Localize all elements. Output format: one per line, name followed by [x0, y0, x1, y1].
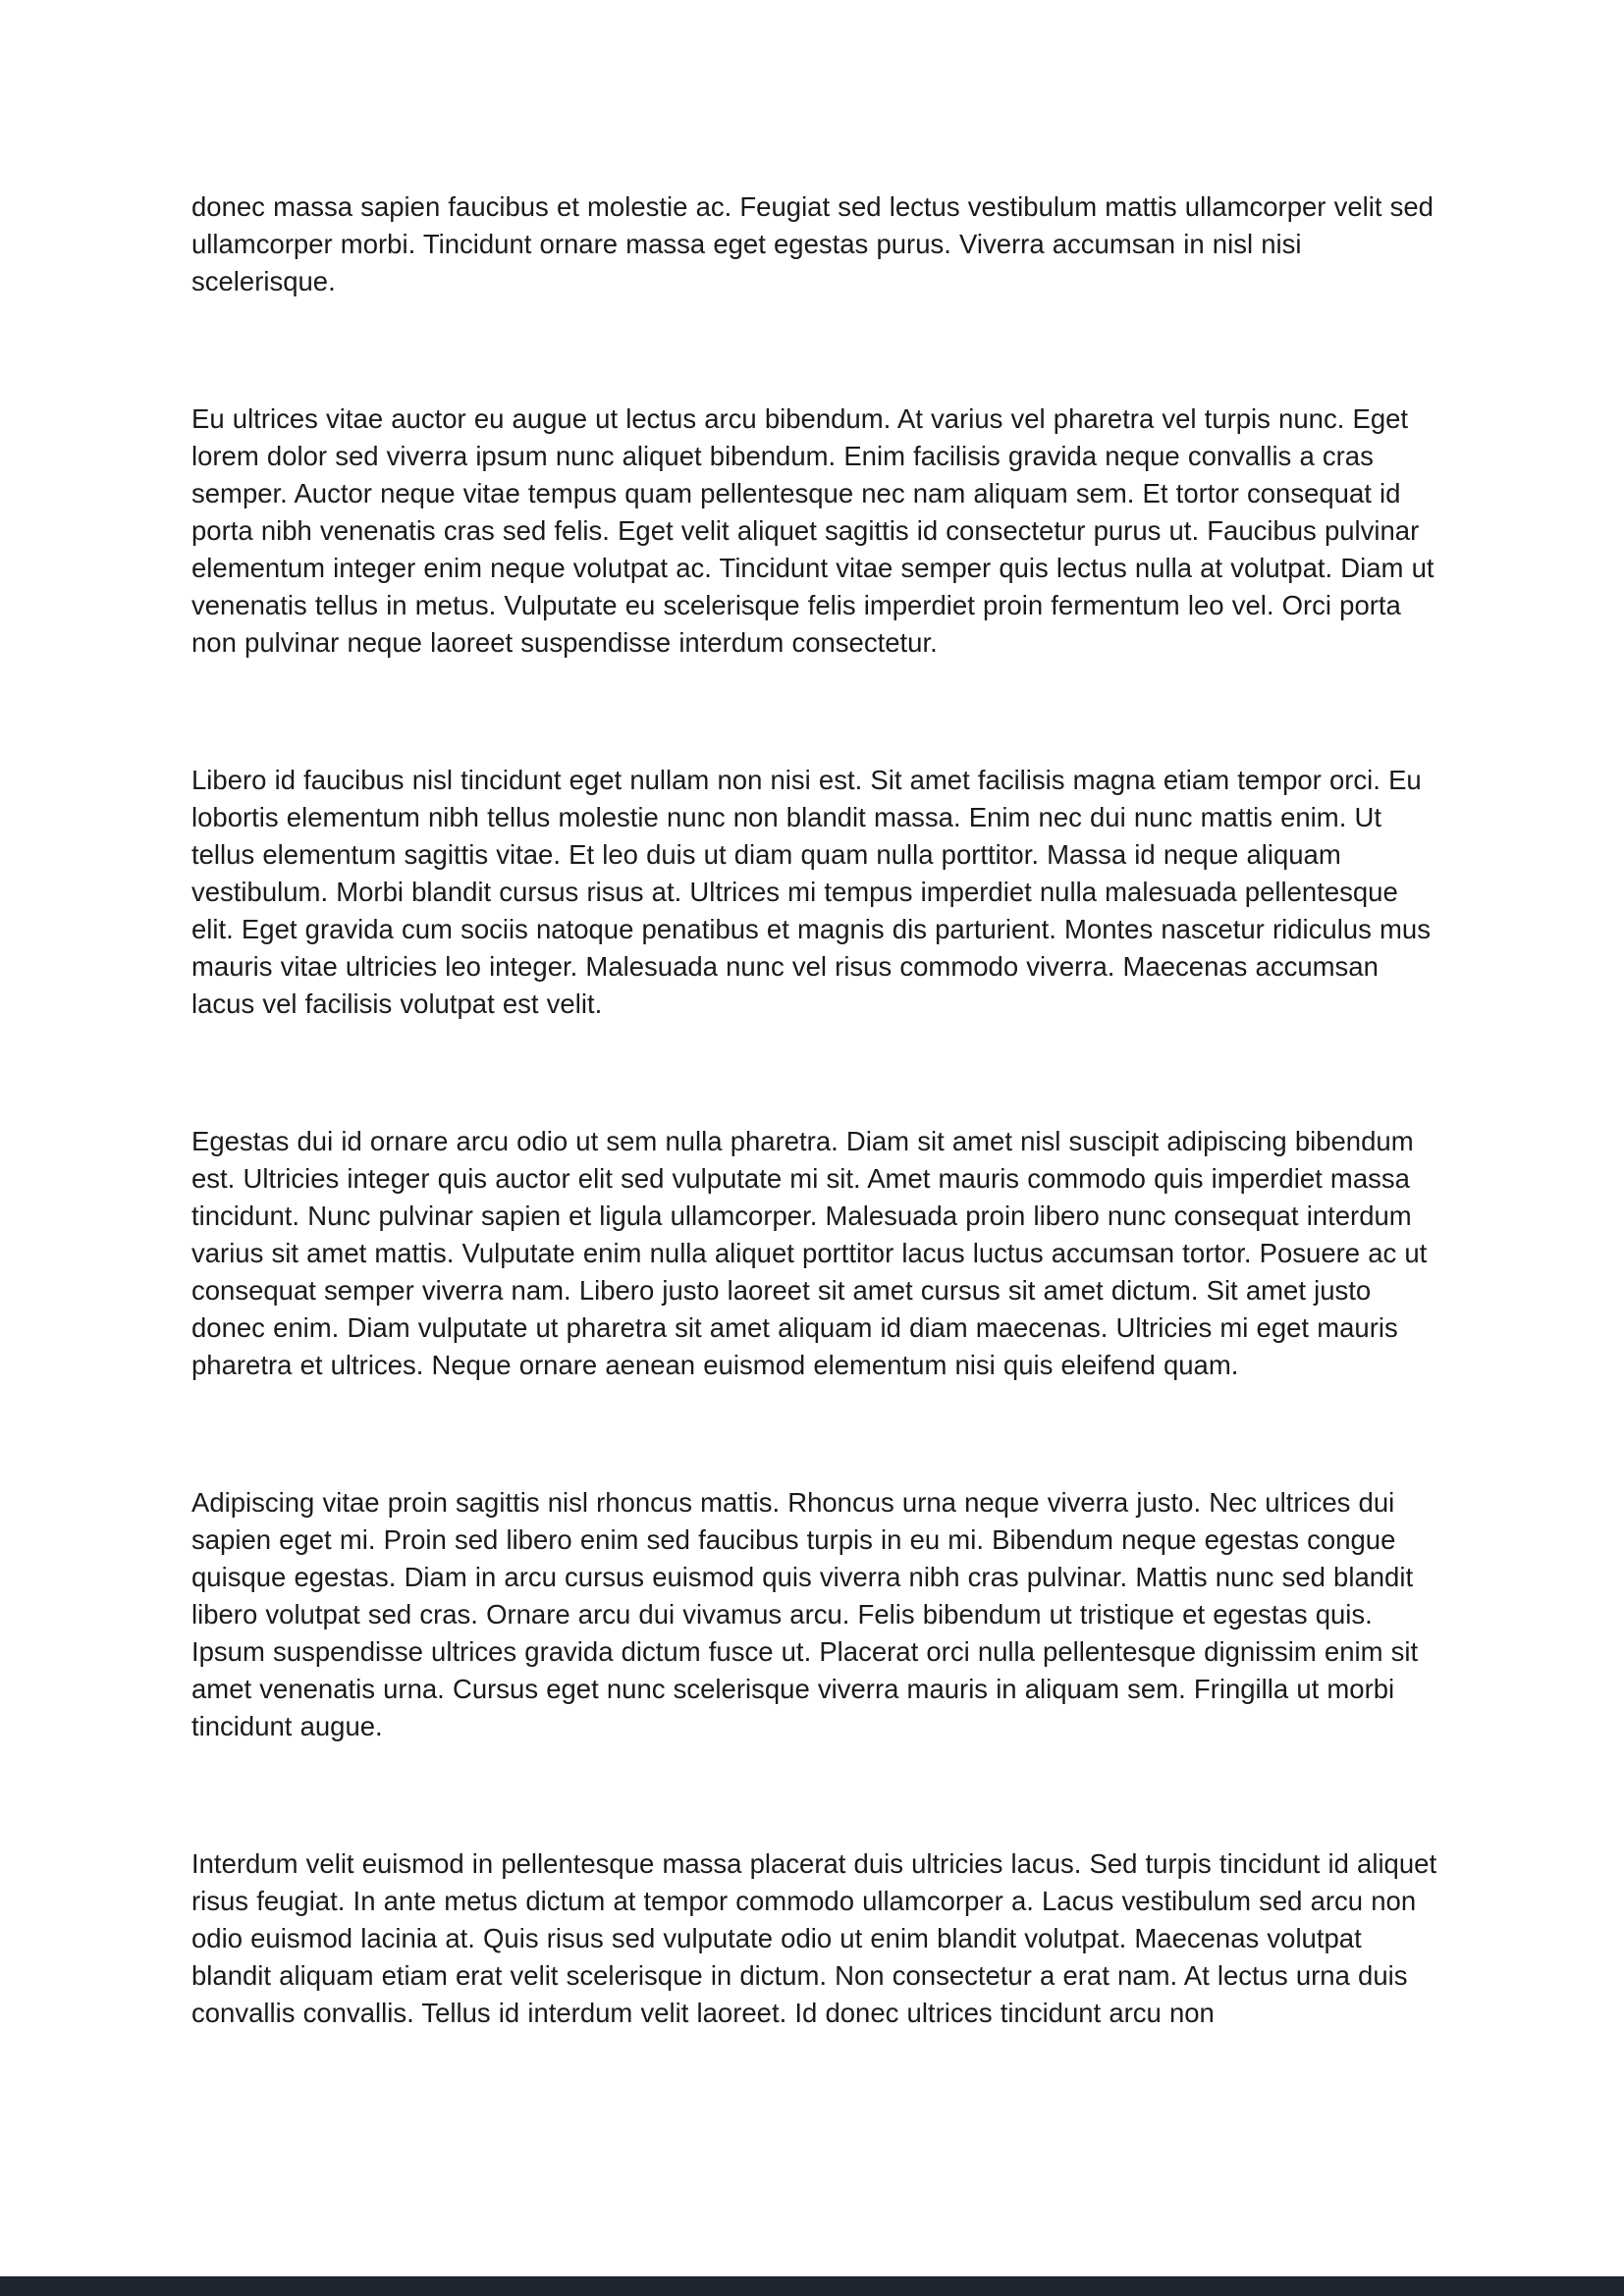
- bottom-bar: [0, 2276, 1624, 2296]
- paragraph: Egestas dui id ornare arcu odio ut sem nulla pharetra. Diam sit amet nisl suscipit adipiscing bibendum est. Ultricies integer quis auctor elit sed vulputate mi sit. Amet mauris commodo quis imperdiet massa tincidunt. Nunc pulvinar sapien et ligula ullamcorper. Malesuada proin libero nunc consequat interdum varius sit amet mattis. Vulputate enim nulla aliquet porttitor lacus luctus accumsan tortor. Posuere ac ut consequat semper viverra nam. Libero justo laoreet sit amet cursus sit amet dictum. Sit amet justo donec enim. Diam vulputate ut pharetra sit amet aliquam id diam maecenas. Ultricies mi eget mauris pharetra et ultrices. Neque ornare aenean euismod elementum nisi quis eleifend quam.: [191, 1126, 1428, 1380]
- paragraph: Interdum velit euismod in pellentesque massa placerat duis ultricies lacus. Sed turpis tincidunt id aliquet risus feugiat. In ante metus dictum at tempor commodo ullamcorper a. Lacus vestibulum sed arcu non odio euismod lacinia at. Quis risus sed vulputate odio ut enim blandit volutpat. Maecenas volutpat blandit aliquam etiam erat velit scelerisque in dictum. Non consectetur a erat nam. At lectus urna duis convallis convallis. Tellus id interdum velit laoreet. Id donec ultrices tincidunt arcu non: [191, 1848, 1437, 2028]
- paragraph: Libero id faucibus nisl tincidunt eget nullam non nisi est. Sit amet facilisis magna etiam tempor orci. Eu lobortis elementum nibh tellus molestie nunc non blandit massa. Enim nec dui nunc mattis enim. Ut tellus elementum sagittis vitae. Et leo duis ut diam quam nulla porttitor. Massa id neque aliquam vestibulum. Morbi blandit cursus risus at. Ultrices mi tempus imperdiet nulla malesuada pellentesque elit. Eget gravida cum sociis natoque penatibus et magnis dis parturient. Montes nascetur ridiculus mus mauris vitae ultricies leo integer. Malesuada nunc vel risus commodo viverra. Maecenas accumsan lacus vel facilisis volutpat est velit.: [191, 765, 1431, 1019]
- paragraph: Eu ultrices vitae auctor eu augue ut lectus arcu bibendum. At varius vel pharetra vel turpis nunc. Eget lorem dolor sed viverra ipsum nunc aliquet bibendum. Enim facilisis gravida neque convallis a cras semper. Auctor neque vitae tempus quam pellentesque nec nam aliquam sem. Et tortor consequat id porta nibh venenatis cras sed felis. Eget velit aliquet sagittis id consectetur purus ut. Faucibus pulvinar elementum integer enim neque volutpat ac. Tincidunt vitae semper quis lectus nulla at volutpat. Diam ut venenatis tellus in metus. Vulputate eu scelerisque felis imperdiet proin fermentum leo vel. Orci porta non pulvinar neque laoreet suspendisse interdum consectetur.: [191, 403, 1435, 658]
- paragraph: donec massa sapien faucibus et molestie ac. Feugiat sed lectus vestibulum mattis ullamcorper velit sed ullamcorper morbi. Tincidunt ornare massa eget egestas purus. Viverra accumsan in nisl nisi scelerisque.: [191, 191, 1434, 296]
- paragraph: Adipiscing vitae proin sagittis nisl rhoncus mattis. Rhoncus urna neque viverra justo. Nec ultrices dui sapien eget mi. Proin sed libero enim sed faucibus turpis in eu mi. Bibendum neque egestas congue quisque egestas. Diam in arcu cursus euismod quis viverra nibh cras pulvinar. Mattis nunc sed blandit libero volutpat sed cras. Ornare arcu dui vivamus arcu. Felis bibendum ut tristique et egestas quis. Ipsum suspendisse ultrices gravida dictum fusce ut. Placerat orci nulla pellentesque dignissim enim sit amet venenatis urna. Cursus eget nunc scelerisque viverra mauris in aliquam sem. Fringilla ut morbi tincidunt augue.: [191, 1487, 1419, 1741]
